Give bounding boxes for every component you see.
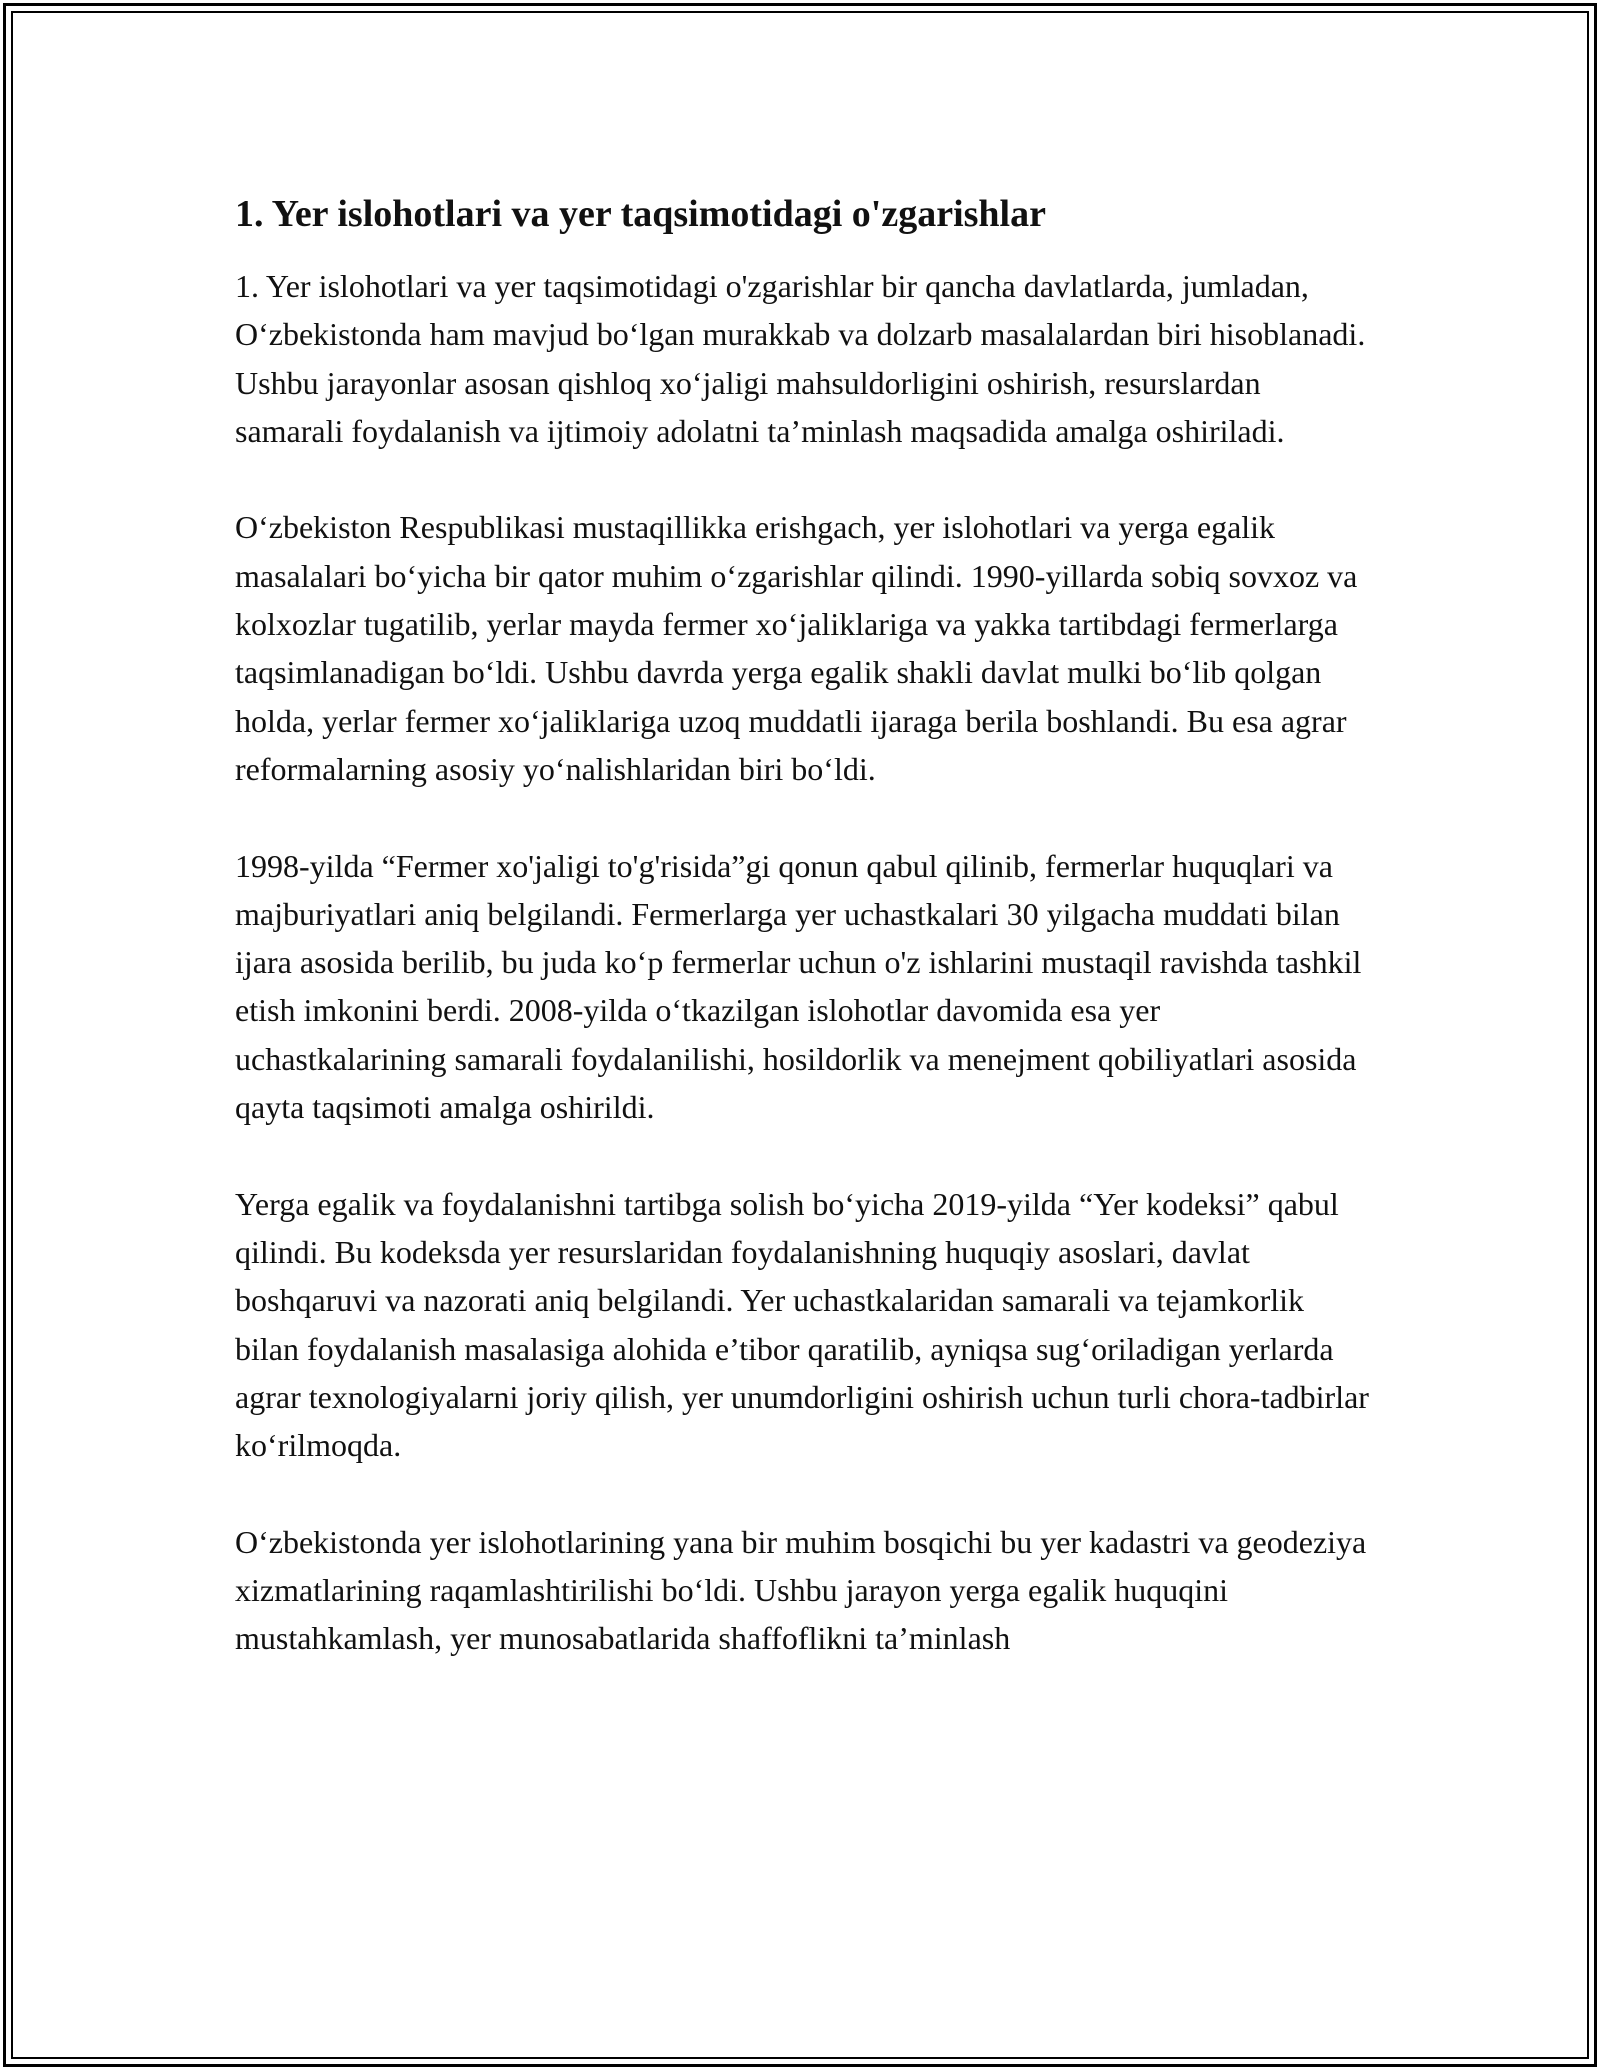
paragraph-intro: 1. Yer islohotlari va yer taqsimotidagi o'zgarishlar bir qancha davlatlarda, jumladan, O‘zbekistonda ham mavjud bo‘lgan murakkab va dolzarb masalalardan biri hisoblanadi. Ushbu jarayonlar asosan qishloq xo‘jaligi mahsuldorligini oshirish, resurslardan samarali foydalanish va ijtimoiy adolatni ta’minlash maqsadida amalga oshiriladi. <box>235 268 1366 449</box>
document-title: 1. Yer islohotlari va yer taqsimotidagi o'zgarishlar <box>235 193 1046 235</box>
paragraph-land-code-2019: Yerga egalik va foydalanishni tartibga solish bo‘yicha 2019-yilda “Yer kodeksi” qabul qilindi. Bu kodeksda yer resurslaridan foydalanishning huquqiy asoslari, davlat boshqaruvi va nazorati aniq belgilandi. Yer uchastkalaridan samarali va tejamkorlik bilan foydalanish masalasiga alohida e’tibor qaratilib, ayniqsa sug‘oriladigan yerlarda agrar texnologiyalarni joriy qilish, yer unumdorligini oshirish uchun turli chora-tadbirlar ko‘rilmoqda. <box>235 1185 1369 1464</box>
paragraph-farmer-law-1998: 1998-yilda “Fermer xo'jaligi to'g'risida”gi qonun qabul qilinib, fermerlar huquqlari va majburiyatlari aniq belgilandi. Fermerlarga yer uchastkalari 30 yilgacha muddati bilan ijara asosida berilib, bu juda ko‘p fermerlar uchun o'z ishlarini mustaqil ravishda tashkil etish imkonini berdi. 2008-yilda o‘tkazilgan islohotlar davomida esa yer uchastkalarining samarali foydalanilishi, hosildorlik va menejment qobiliyatlari asosida qayta taqsimoti amalga oshirildi. <box>235 847 1362 1126</box>
document-body <box>235 186 1375 1711</box>
paragraph-independence-reforms: O‘zbekiston Respublikasi mustaqillikka erishgach, yer islohotlari va yerga egalik masalalari bo‘yicha bir qator muhim o‘zgarishlar qilindi. 1990-yillarda sobiq sovxoz va kolxozlar tugatilib, yerlar mayda fermer xo‘jaliklariga va yakka tartibdagi fermerlarga taqsimlanadigan bo‘ldi. Ushbu davrda yerga egalik shakli davlat mulki bo‘lib qolgan holda, yerlar fermer xo‘jaliklariga uzoq muddatli ijaraga berila boshlandi. Bu esa agrar reformalarning asosiy yo‘nalishlaridan biri bo‘ldi. <box>235 509 1358 787</box>
paragraph-cadastre-digitalization: O‘zbekistonda yer islohotlarining yana bir muhim bosqichi bu yer kadastri va geodeziya xizmatlarining raqamlashtirilishi bo‘ldi. Ushbu jarayon yerga egalik huquqini mustahkamlash, yer munosabatlarida shaffoflikni ta’minlash <box>235 1523 1367 1657</box>
